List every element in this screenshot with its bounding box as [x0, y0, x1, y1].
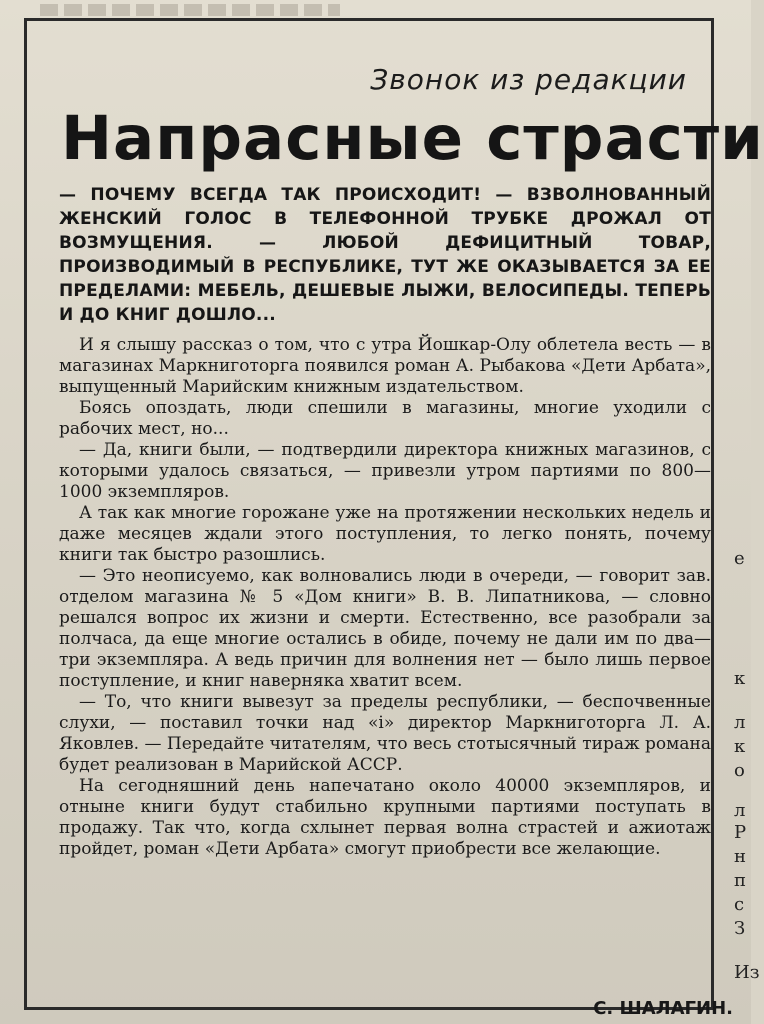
paragraph: А так как многие горожане уже на протяжении нескольких недель и даже месяцев ждали этого поступления, то легко понять, почему книги так быстро разошлись. — [59, 503, 711, 565]
paragraph: — То, что книги вывезут за пределы республики, — беспочвенные слухи, — поставил точки над «i» директор Маркниготорга Л. А. Яковлев. — Передайте читателям, что весь стотысячный тираж романа будет реализован в Марийской АССР. — [59, 692, 711, 775]
paragraph: И я слышу рассказ о том, что с утра Йошкар-Олу облетела весть — в магазинах Маркниготорга появился роман А. Рыбакова «Дети Арбата», выпущенный Марийским книжным издательством. — [59, 335, 711, 397]
side-letter: Из — [734, 962, 760, 983]
side-letter: л — [734, 712, 746, 733]
side-letter: о — [734, 760, 745, 781]
side-letter: к — [734, 736, 746, 757]
byline: С. ШАЛАГИН. — [593, 998, 733, 1019]
side-letter: н — [734, 846, 746, 867]
side-letter: л — [734, 800, 746, 821]
side-letter: с — [734, 894, 745, 915]
side-letter: п — [734, 870, 746, 891]
side-letter: к — [734, 668, 746, 689]
side-letter: е — [734, 548, 745, 569]
previous-article-bleed — [40, 4, 340, 16]
paragraph: Боясь опоздать, люди спешили в магазины, многие уходили с рабочих мест, но... — [59, 398, 711, 439]
rubric: Звонок из редакции — [370, 63, 687, 96]
paragraph: На сегодняшний день напечатано около 40000 экземпляров, и отныне книги будут стабильно крупными партиями поступать в продажу. Так что, когда схлынет первая волна страстей и ажиотаж пройдет, роман «Дети Арбата» смогут приобрести все желающие. — [59, 776, 711, 859]
headline: Напрасные страсти — [61, 103, 764, 174]
paragraph: — Да, книги были, — подтвердили директора книжных магазинов, с которыми удалось связаться, — привезли утром партиями по 800—1000 экземпляров. — [59, 440, 711, 502]
lead-paragraph: — ПОЧЕМУ ВСЕГДА ТАК ПРОИСХОДИТ! — ВЗВОЛНОВАННЫЙ ЖЕНСКИЙ ГОЛОС В ТЕЛЕФОННОЙ ТРУБКЕ ДРОЖАЛ ОТ ВОЗМУЩЕНИЯ. — ЛЮБОЙ ДЕФИЦИТНЫЙ ТОВАР, ПРОИЗВОДИМЫЙ В РЕСПУБЛИКЕ, ТУТ ЖЕ ОКАЗЫВАЕТСЯ ЗА ЕЕ ПРЕДЕЛАМИ: МЕБЕЛЬ, ДЕШЕВЫЕ ЛЫЖИ, ВЕЛОСИПЕДЫ. ТЕПЕРЬ И ДО КНИГ ДОШЛО... — [59, 185, 711, 325]
side-letter: Р — [734, 822, 747, 843]
side-letter: З — [734, 918, 746, 939]
paragraph: — Это неописуемо, как волновались люди в очереди, — говорит зав. отделом магазина № 5 «Дом книги» В. В. Липатникова, — словно решался вопрос их жизни и смерти. Естественно, все разобрали за полчаса, да еще многие остались в обиде, почему не дали им по два—три экземпляра. А ведь причин для волнения нет — было лишь первое поступление, и книг наверняка хватит всем. — [59, 566, 711, 691]
article-body — [59, 335, 711, 860]
neighbor-column-fragment — [720, 0, 760, 1024]
